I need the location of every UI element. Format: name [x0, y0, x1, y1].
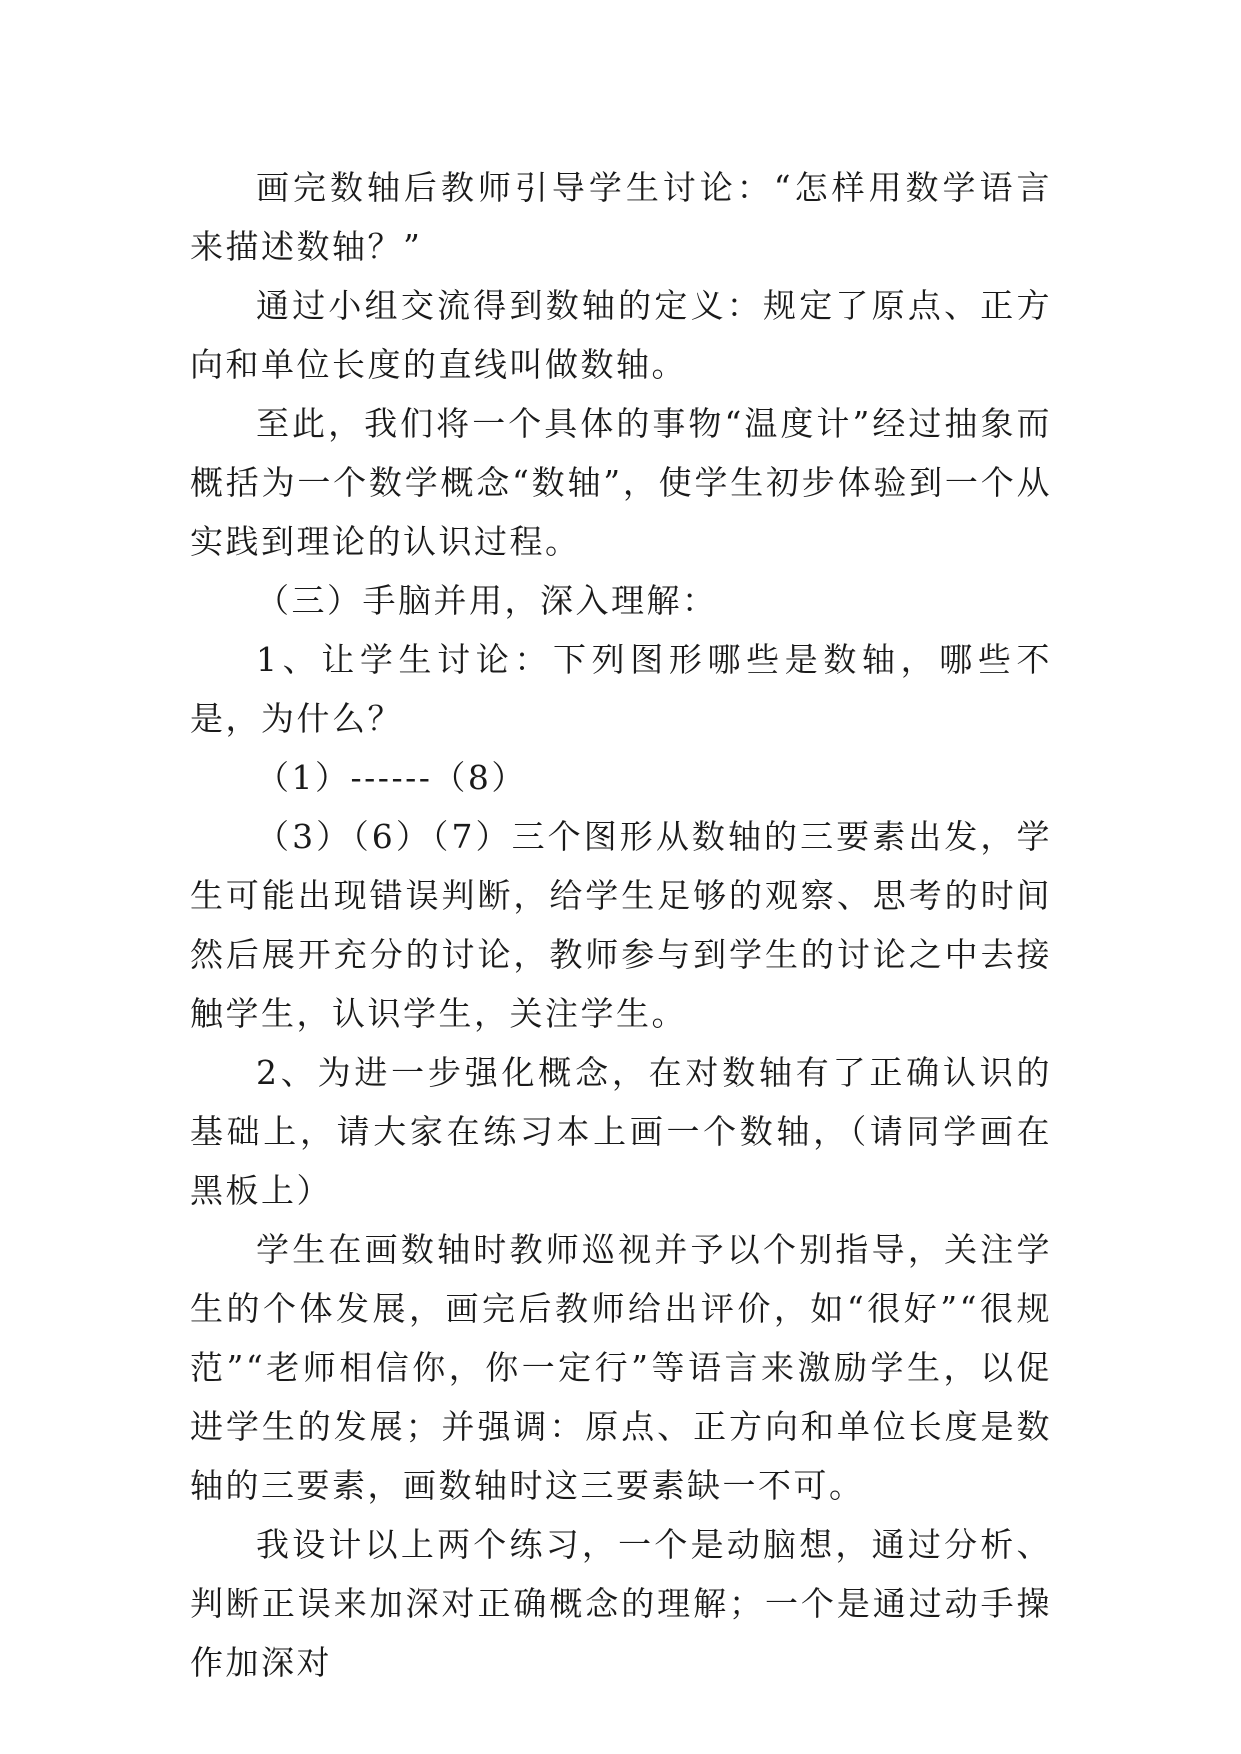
- section-heading-three: （三）手脑并用，深入理解：: [256, 581, 718, 620]
- paragraph-exercise-1: 1、让学生讨论：下列图形哪些是数轴，哪些不是，为什么？: [190, 640, 1052, 738]
- document-body: [190, 158, 1052, 1692]
- paragraph-number-line-definition: 通过小组交流得到数轴的定义：规定了原点、正方向和单位长度的直线叫做数轴。: [190, 286, 1052, 384]
- paragraph-discussion-prompt: 画完数轴后教师引导学生讨论：“怎样用数学语言来描述数轴？”: [190, 168, 1052, 266]
- paragraph-teacher-guidance: 学生在画数轴时教师巡视并予以个别指导，关注学生的个体发展，画完后教师给出评价，如“很好”“很规范”“老师相信你，你一定行”等语言来激励学生，以促进学生的发展；并强调：原点、正方向和单位长度是数轴的三要素，画数轴时这三要素缺一不可。: [190, 1230, 1052, 1505]
- paragraph-design-rationale: 我设计以上两个练习，一个是动脑想，通过分析、判断正误来加深对正确概念的理解；一个是通过动手操作加深对: [190, 1525, 1052, 1682]
- paragraph-exercise-2: 2、为进一步强化概念，在对数轴有了正确认识的基础上，请大家在练习本上画一个数轴，（请同学画在黑板上）: [190, 1053, 1052, 1210]
- paragraph-figures-analysis: （3）（6）（7）三个图形从数轴的三要素出发，学生可能出现错误判断，给学生足够的观察、思考的时间然后展开充分的讨论，教师参与到学生的讨论之中去接触学生，认识学生，关注学生。: [190, 817, 1052, 1033]
- paragraph-abstraction: 至此，我们将一个具体的事物“温度计”经过抽象而概括为一个数学概念“数轴”，使学生初步体验到一个从实践到理论的认识过程。: [190, 404, 1052, 561]
- paragraph-figure-range: （1）------（8）: [256, 758, 527, 797]
